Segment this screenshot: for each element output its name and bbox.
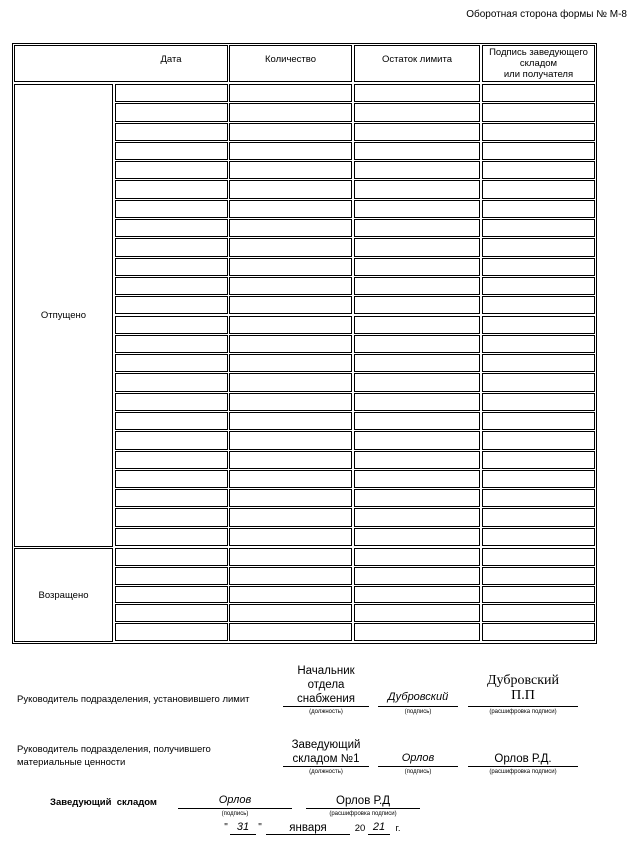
date-year: 21 [372,821,386,833]
released-row-cell [482,393,595,411]
released-row-cell [354,142,480,160]
released-row-cell [115,508,228,526]
receiver-head-position: Заведующий складом №1 [291,739,361,765]
returned-row-cell [229,548,352,566]
released-row-cell [115,219,228,237]
returned-row-cell [482,548,595,566]
released-row-cell [354,123,480,141]
returned-row-cell [482,623,595,641]
released-row-cell [354,451,480,469]
released-row-cell [115,142,228,160]
limit-card-table [12,43,597,644]
released-row-cell [115,161,228,179]
released-row-cell [354,180,480,198]
released-row-cell [482,508,595,526]
released-row-cell [229,354,352,372]
released-row-cell [115,528,228,546]
returned-row-cell [354,548,480,566]
released-row-cell [482,373,595,391]
released-row-cell [229,103,352,121]
warehouse-head-signature: Орлов [218,794,252,806]
limit-head-signature-hint: (подпись) [404,709,432,715]
date-year-prefix: 20 [354,823,366,834]
released-row-cell [354,431,480,449]
released-row-cell [115,335,228,353]
released-row-cell [229,470,352,488]
date-quote-close: " [258,822,262,833]
released-row-cell [115,451,228,469]
returned-row-cell [115,548,228,566]
released-row-cell [115,412,228,430]
returned-row-cell [115,567,228,585]
form-code: Оборотная сторона формы № М-8 [466,9,627,20]
released-row-cell [482,354,595,372]
receiver-head-label: Руководитель подразделения, получившего материальные ценности [17,744,211,768]
released-row-cell [482,470,595,488]
returned-label: Возращено [38,589,89,601]
limit-head-position: Начальник отдела снабжения [296,665,356,705]
released-row-cell [482,335,595,353]
released-row-cell [482,238,595,256]
date-quote-open: " [224,822,228,833]
header-quantity: Количество [264,53,317,65]
released-row-cell [115,470,228,488]
released-row-cell [115,316,228,334]
date-day: 31 [236,821,250,833]
released-row-cell [229,373,352,391]
released-row-cell [115,123,228,141]
released-row-cell [229,296,352,314]
receiver-head-name: Орлов Р.Д. [494,753,552,765]
limit-head-position-line [283,706,369,707]
released-row-cell [229,238,352,256]
receiver-head-position-line [283,766,369,767]
returned-row-cell [229,567,352,585]
receiver-head-name-line [468,766,578,767]
released-row-cell [354,335,480,353]
released-row-cell [229,258,352,276]
released-row-cell [482,258,595,276]
released-row-cell [482,316,595,334]
released-row-cell [482,200,595,218]
released-row-cell [354,393,480,411]
warehouse-head-label: Заведующий складом [50,797,157,808]
released-row-cell [482,84,595,102]
released-row-cell [354,508,480,526]
returned-row-cell [229,604,352,622]
released-row-cell [115,258,228,276]
released-row-cell [229,316,352,334]
header-signature: Подпись заведующего складом или получателя [489,47,588,80]
released-row-cell [115,103,228,121]
limit-head-position-hint: (должность) [309,709,343,715]
released-row-cell [229,200,352,218]
released-row-cell [482,219,595,237]
released-row-cell [115,277,228,295]
header-date: Дата [160,53,182,65]
returned-row-cell [115,586,228,604]
released-row-cell [115,238,228,256]
date-day-line [230,834,256,835]
warehouse-head-signature-hint: (подпись) [221,811,249,817]
released-row-cell [482,161,595,179]
warehouse-head-name-line [306,808,420,809]
released-row-cell [482,451,595,469]
released-row-cell [229,508,352,526]
released-row-cell [354,238,480,256]
released-row-cell [354,296,480,314]
released-row-cell [229,277,352,295]
limit-head-name-line [468,706,578,707]
released-row-cell [229,335,352,353]
released-row-cell [115,296,228,314]
released-row-cell [482,142,595,160]
returned-row-cell [354,567,480,585]
released-row-cell [229,451,352,469]
released-row-cell [482,296,595,314]
released-row-cell [354,103,480,121]
released-row-cell [115,354,228,372]
date-year-suffix: г. [395,823,401,834]
released-row-cell [115,84,228,102]
warehouse-head-signature-line [178,808,292,809]
released-row-cell [354,84,480,102]
released-row-cell [115,431,228,449]
released-row-cell [354,373,480,391]
limit-head-signature: Дубровский [387,691,449,703]
date-month-line [266,834,350,835]
returned-row-cell [482,604,595,622]
released-row-cell [482,528,595,546]
released-row-cell [482,412,595,430]
returned-row-cell [115,604,228,622]
released-row-cell [354,219,480,237]
released-row-cell [229,219,352,237]
released-row-cell [229,431,352,449]
released-row-cell [354,489,480,507]
released-row-cell [354,258,480,276]
released-row-cell [482,103,595,121]
released-label: Отпущено [40,310,87,321]
released-row-cell [229,393,352,411]
released-row-cell [482,431,595,449]
returned-row-cell [354,623,480,641]
returned-row-cell [229,586,352,604]
returned-row-cell [482,586,595,604]
released-row-cell [482,489,595,507]
released-row-cell [482,277,595,295]
warehouse-head-name-hint: (расшифровка подписи) [329,811,397,817]
released-row-cell [229,412,352,430]
returned-row-cell [482,567,595,585]
receiver-head-signature-hint: (подпись) [404,769,432,775]
returned-row-cell [354,604,480,622]
released-row-cell [354,470,480,488]
released-row-cell [354,316,480,334]
receiver-head-position-hint: (должность) [309,769,343,775]
released-row-cell [229,180,352,198]
released-row-cell [115,489,228,507]
limit-head-signature-line [378,706,458,707]
returned-row-cell [229,623,352,641]
released-row-cell [354,354,480,372]
limit-head-name: Дубровский П.П [486,673,560,703]
limit-head-label: Руководитель подразделения, установившего лимит [17,694,250,705]
released-row-cell [229,142,352,160]
released-row-cell [482,180,595,198]
returned-row-cell [115,623,228,641]
released-row-cell [115,200,228,218]
receiver-head-name-hint: (расшифровка подписи) [489,769,557,775]
returned-row-cell [354,586,480,604]
released-row-cell [354,412,480,430]
released-row-cell [229,161,352,179]
receiver-head-signature-line [378,766,458,767]
date-year-line [368,834,390,835]
limit-head-name-hint: (расшифровка подписи) [489,709,557,715]
released-row-cell [229,528,352,546]
date-month: января [289,822,327,834]
released-row-cell [229,489,352,507]
receiver-head-signature: Орлов [401,752,435,764]
released-row-cell [354,161,480,179]
released-row-cell [115,393,228,411]
released-row-cell [354,528,480,546]
header-limit-remainder: Остаток лимита [382,53,452,65]
released-row-cell [354,200,480,218]
released-row-cell [115,373,228,391]
released-row-cell [229,84,352,102]
released-row-cell [115,180,228,198]
warehouse-head-name: Орлов Р.Д [336,795,390,807]
released-row-cell [354,277,480,295]
released-row-cell [229,123,352,141]
released-row-cell [482,123,595,141]
